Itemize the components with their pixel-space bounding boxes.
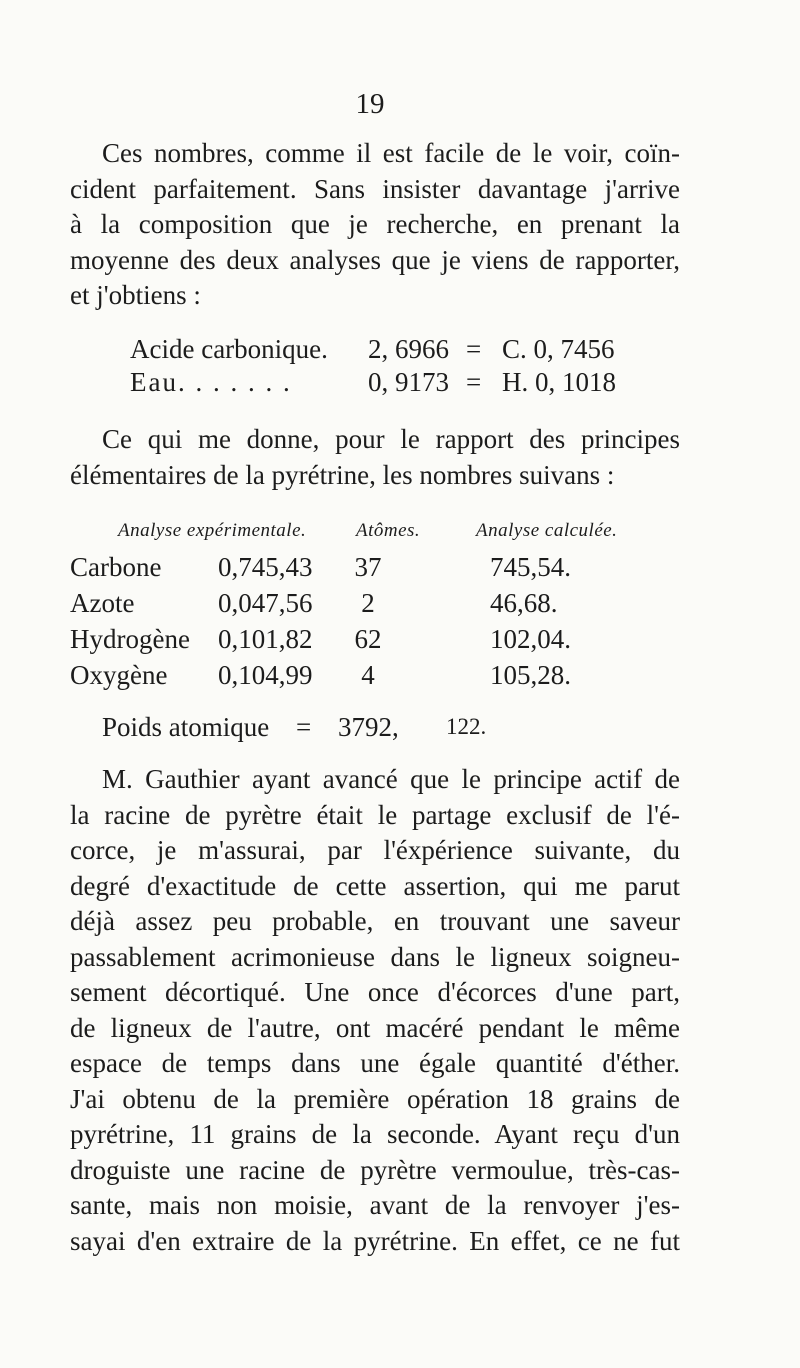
paragraph-experiment bbox=[70, 762, 680, 1259]
text-line: degré d'exactitude de cette assertion, qui me parut bbox=[70, 870, 680, 901]
atomic-weight-label: Poids atomique bbox=[102, 712, 270, 742]
atoms-value: 2 bbox=[361, 588, 375, 618]
experimental-value: 0,104,99 bbox=[218, 660, 313, 690]
text-line: la racine de pyrètre était le partage exclusif de l'é- bbox=[70, 799, 680, 830]
text-line: Ces nombres, comme il est facile de le voir, coïn- bbox=[102, 138, 680, 168]
atomic-weight-extra: 122. bbox=[446, 714, 487, 739]
atomic-weight-sign: = bbox=[296, 712, 312, 742]
calculated-value: 46,68. bbox=[490, 588, 558, 618]
table-row bbox=[70, 552, 680, 588]
equation-value: 0, 9173 bbox=[368, 367, 449, 397]
element-name: Oxygène bbox=[70, 660, 168, 690]
paragraph-intro bbox=[70, 136, 680, 314]
atoms-value: 37 bbox=[354, 552, 382, 582]
equation-label: Acide carbonique. bbox=[130, 334, 328, 364]
header-experimental: Analyse expérimentale. bbox=[118, 520, 307, 541]
text-line: J'ai obtenu de la première opération 18 grains de bbox=[70, 1083, 680, 1114]
atoms-value: 4 bbox=[361, 660, 375, 690]
text-line: droguiste une racine de pyrètre vermoulue, très-cas- bbox=[70, 1154, 680, 1185]
atomic-weight-value: 3792, bbox=[338, 712, 399, 742]
text-line: sayai d'en extraire de la pyrétrine. En effet, ce ne fut bbox=[70, 1225, 680, 1256]
text-line: de ligneux de l'autre, ont macéré pendant le même bbox=[70, 1012, 680, 1043]
table-row bbox=[70, 588, 680, 624]
text-line: espace de temps dans une égale quantité d'éther. bbox=[70, 1048, 680, 1078]
text-line: moyenne des deux analyses que je viens de rapporter, bbox=[70, 244, 680, 275]
element-name: Azote bbox=[70, 588, 135, 618]
text-line: et j'obtiens : bbox=[70, 280, 201, 310]
text-line: passablement acrimonieuse dans le ligneux soigneu- bbox=[70, 941, 680, 972]
text-line: Ce qui me donne, pour le rapport des principes bbox=[102, 424, 680, 454]
text-line: cident parfaitement. Sans insister davantage j'arrive bbox=[70, 173, 680, 204]
element-name: Hydrogène bbox=[70, 624, 190, 654]
text-line: déjà assez peu probable, en trouvant une saveur bbox=[70, 906, 680, 936]
text-line: à la composition que je recherche, en prenant la bbox=[70, 209, 680, 239]
equation-result: C. 0, 7456 bbox=[502, 334, 615, 364]
header-atoms: Atômes. bbox=[356, 520, 421, 541]
text-line: corce, je m'assurai, par l'éxpérience suivante, du bbox=[70, 835, 680, 865]
equation-result: H. 0, 1018 bbox=[502, 367, 616, 397]
table-row bbox=[70, 660, 680, 696]
equation-sign: = bbox=[466, 367, 482, 397]
text-line: élémentaires de la pyrétrine, les nombres suivans : bbox=[70, 459, 615, 490]
atoms-value: 62 bbox=[354, 624, 382, 654]
equation-value: 2, 6966 bbox=[368, 334, 449, 364]
experimental-value: 0,101,82 bbox=[218, 624, 313, 654]
equation-sign: = bbox=[466, 334, 482, 364]
page-number: 19 bbox=[355, 88, 385, 120]
text-line: pyrétrine, 11 grains de la seconde. Ayant reçu d'un bbox=[70, 1119, 680, 1149]
equation-label: Eau. . . . . . . bbox=[130, 367, 292, 397]
calculated-value: 745,54. bbox=[490, 552, 571, 582]
header-calculated: Analyse calculée. bbox=[476, 520, 618, 541]
experimental-value: 0,745,43 bbox=[218, 552, 313, 582]
calculated-value: 102,04. bbox=[490, 624, 571, 654]
paragraph-ratio bbox=[70, 422, 680, 493]
text-line: sement décortiqué. Une once d'écorces d'une part, bbox=[70, 977, 680, 1007]
element-name: Carbone bbox=[70, 552, 162, 582]
table-header bbox=[70, 520, 680, 550]
experimental-value: 0,047,56 bbox=[218, 588, 313, 618]
calculated-value: 105,28. bbox=[490, 660, 571, 690]
text-line: M. Gauthier ayant avancé que le principe actif de bbox=[102, 764, 680, 794]
table-row bbox=[70, 624, 680, 660]
text-line: sante, mais non moisie, avant de la renvoyer j'es- bbox=[70, 1190, 680, 1220]
